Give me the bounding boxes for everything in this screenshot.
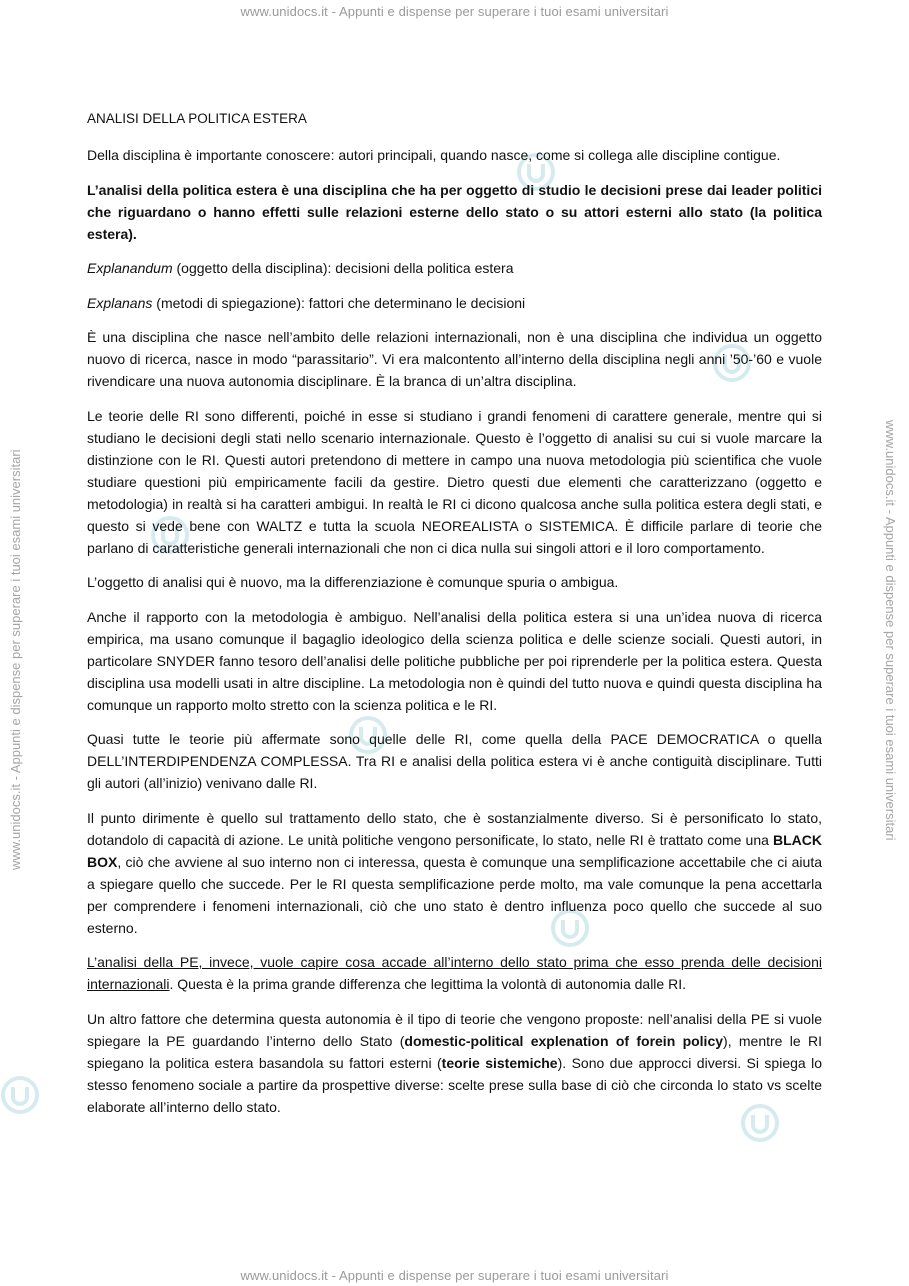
paragraph-methodology: Anche il rapporto con la metodologia è ambiguo. Nell’analisi della politica estera si una un’idea nuova di ricerca empirica, ma usano comunque il bagaglio ideologico della scienza politica e delle scienze sociali. Questi autori, in particolare SNYDER fanno tesoro dell’analisi delle politiche pubbliche per poi riprenderle per la politica estera. Questa disciplina usa modelli usati in altre discipline. La metodologia non è quindi del tutto nuova e quindi questa disciplina ha comunque un rapporto molto stretto con la scienza politica e le RI. [87, 608, 822, 713]
watermark-side-right: www.unidocs.it - Appunti e dispense per superare i tuoi esami universitari [883, 420, 898, 841]
paragraph-theories: Quasi tutte le teorie più affermate sono quelle delle RI, come quella della PACE DEMOCRATICA o quella DELL’INTERDIPENDENZA COMPLESSA. Tra RI e analisi della politica estera vi è anche contiguità disciplinare. Tutti gli autori (all’inizio) venivano dalle RI. [87, 731, 822, 791]
explanans-text: (metodi di spiegazione): fattori che determinano le decisioni [152, 294, 526, 311]
paragraph-origin: È una disciplina che nasce nell’ambito delle relazioni internazionali, non è una disciplina che individua un oggetto nuovo di ricerca, nasce in modo “parassitario”. Vi era malcontento all’interno della disciplina negli anni ’50-’60 e vuole rivendicare una nuova autonomia disciplinare. È la branca di un’altra disciplina. [87, 329, 822, 389]
paragraph-ri-theories: Le teorie delle RI sono differenti, poiché in esse si studiano i grandi fenomeni di carattere generale, mentre qui si studiano le decisioni degli stati nello scenario internazionale. Questo è l’oggetto di analisi su cui si vuole marcare la distinzione con le RI. Questi autori pretendono di mettere in campo una nuova metodologia più scientifica che vuole studiare questioni più empiricamente facili da gestire. Dietro questi due elementi che caratterizzano (oggetto e metodologia) in realtà si ha caratteri ambigui. In realtà le RI ci dicono qualcosa anche sulla politica estera degli stati, e questo si vede bene con WALTZ e tutta la scuola NEOREALISTA o SISTEMICA. È difficile parlare di teorie che parlano di caratteristiche generali internazionali che non ci dica nulla sui singoli attori e il loro comportamento. [87, 407, 822, 556]
paragraph-object: L’oggetto di analisi qui è nuovo, ma la differenziazione è comunque spuria o ambigua. [87, 574, 619, 590]
paragraph-pe-inside [87, 951, 822, 995]
state-treatment-text-a: Il punto dirimente è quello sul trattamento dello stato, che è sostanzialmente diverso. Si è personificato lo stato, dotandolo di capacità di azione. Le unità politiche vengono personificate, lo stato, nelle RI è trattato come una [87, 809, 822, 848]
watermark-top: www.unidocs.it - Appunti e dispense per superare i tuoi esami universitari [240, 4, 669, 19]
paragraph-state-treatment [87, 807, 822, 939]
state-treatment-text-b: , ciò che avviene al suo interno non ci interessa, questa è comunque una semplificazione accettabile che ci aiuta a spiegare quello che succede. Per le RI questa semplificazione perde molto, ma vale comunque la pena accettarla per comprendere i fenomeni internazionali, ciò che uno stato è dentro influenza poco quello che succede al suo esterno. [87, 853, 822, 936]
watermark-side-left: www.unidocs.it - Appunti e dispense per superare i tuoi esami universitari [8, 449, 23, 870]
autonomy-text-c: ). Sono due approcci diversi. Si spiega lo stesso fenomeno sociale a partire da prospettive diverse: scelte prese sulla base di ciò che circonda lo stato vs scelte elaborate all’interno dello stato. [87, 1054, 822, 1115]
watermark-bottom: www.unidocs.it - Appunti e dispense per superare i tuoi esami universitari [240, 1268, 669, 1283]
paragraph-definition: L’analisi della politica estera è una disciplina che ha per oggetto di studio le decisioni prese dai leader politici che riguardano o hanno effetti sulle relazioni esterne dello stato o su attori esterni allo stato (la politica estera). [87, 181, 822, 242]
unidocs-logo-icon [0, 1075, 40, 1115]
autonomy-text-a: Un altro fattore che determina questa autonomia è il tipo di teorie che vengono proposte: nell’analisi della PE si vuole spiegare la PE guardando l’interno dello Stato ( [87, 1010, 822, 1049]
pe-inside-rest: . Questa è la prima grande differenza che legittima la volontà di autonomia dalle RI. [169, 976, 686, 992]
paragraph-intro: Della disciplina è importante conoscere: autori principali, quando nasce, come si collega alle discipline contigue. [87, 147, 781, 163]
document-title: ANALISI DELLA POLITICA ESTERA [87, 111, 307, 126]
pe-inside-underlined: L’analisi della PE, invece, vuole capire cosa accade all’interno dello stato prima che esso prenda delle decisioni internazionali [87, 954, 822, 992]
explanandum-text: (oggetto della disciplina): decisioni della politica estera [172, 260, 514, 276]
paragraph-explanandum [87, 257, 822, 279]
autonomy-text-b: ), mentre le RI spiegano la politica estera basandola su fattori esterni ( [87, 1032, 822, 1071]
document-body [87, 108, 822, 1130]
term-black-box: BLACK BOX [87, 831, 822, 870]
term-teorie-sistemiche: teorie sistemiche [441, 1054, 558, 1071]
term-domestic-political: domestic-political explenation of forein policy [404, 1032, 724, 1049]
term-explanandum: Explanandum [87, 260, 173, 276]
term-explanans: Explanans [87, 294, 153, 311]
paragraph-explanans [87, 292, 822, 314]
paragraph-autonomy [87, 1008, 822, 1118]
